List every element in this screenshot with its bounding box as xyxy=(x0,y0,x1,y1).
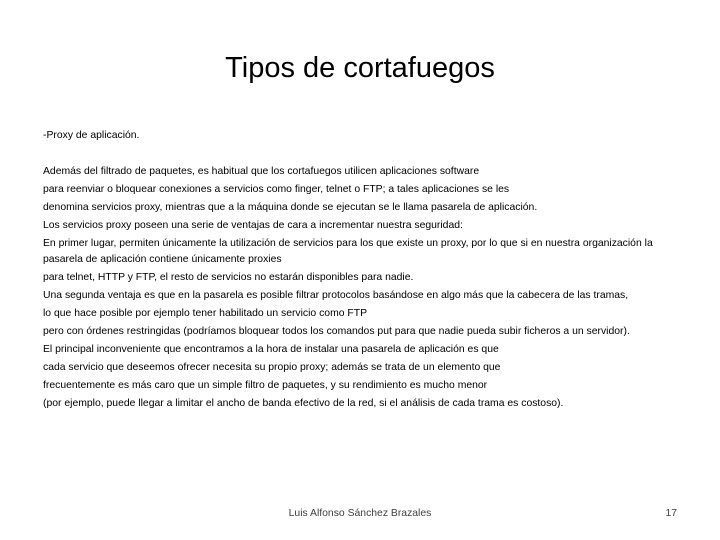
slide-title: Tipos de cortafuegos xyxy=(225,52,495,84)
body-line: para telnet, HTTP y FTP, el resto de servicios no estarán disponibles para nadie. xyxy=(43,272,414,283)
body-line: pero con órdenes restringidas (podríamos bloquear todos los comandos put para que nadie pueda subir ficheros a un servidor). xyxy=(43,326,630,337)
body-line: denomina servicios proxy, mientras que a la máquina donde se ejecutan se le llama pasarela de aplicación. xyxy=(43,202,538,213)
body-line: Además del filtrado de paquetes, es habitual que los cortafuegos utilicen aplicaciones software xyxy=(43,166,480,177)
page-number: 17 xyxy=(665,508,677,519)
body-line: El principal inconveniente que encontramos a la hora de instalar una pasarela de aplicación es que xyxy=(43,344,499,355)
body-line: Los servicios proxy poseen una serie de ventajas de cara a incrementar nuestra seguridad: xyxy=(43,220,463,231)
body-line: (por ejemplo, puede llegar a limitar el ancho de banda efectivo de la red, si el análisis de cada trama es costoso). xyxy=(43,398,564,409)
body-line: frecuentemente es más caro que un simple filtro de paquetes, y su rendimiento es mucho menor xyxy=(43,380,488,391)
body-line: Una segunda ventaja es que en la pasarela es posible filtrar protocolos basándose en algo más que la cabecera de las tramas, xyxy=(43,290,629,301)
body-line: En primer lugar, permiten únicamente la utilización de servicios para los que existe un proxy, por lo que si en nuestra organización la pasarela de aplicación contiene únicamente proxies xyxy=(43,238,653,265)
body-line: lo que hace posible por ejemplo tener habilitado un servicio como FTP xyxy=(43,308,368,319)
slide-body xyxy=(43,127,683,413)
section-subtitle: -Proxy de aplicación. xyxy=(43,130,140,141)
body-line: para reenviar o bloquear conexiones a servicios como finger, telnet o FTP; a tales aplicaciones se les xyxy=(43,184,510,195)
footer-author: Luis Alfonso Sánchez Brazales xyxy=(288,508,432,519)
body-line: cada servicio que deseemos ofrecer necesita su propio proxy; además se trata de un elemento que xyxy=(43,362,501,373)
